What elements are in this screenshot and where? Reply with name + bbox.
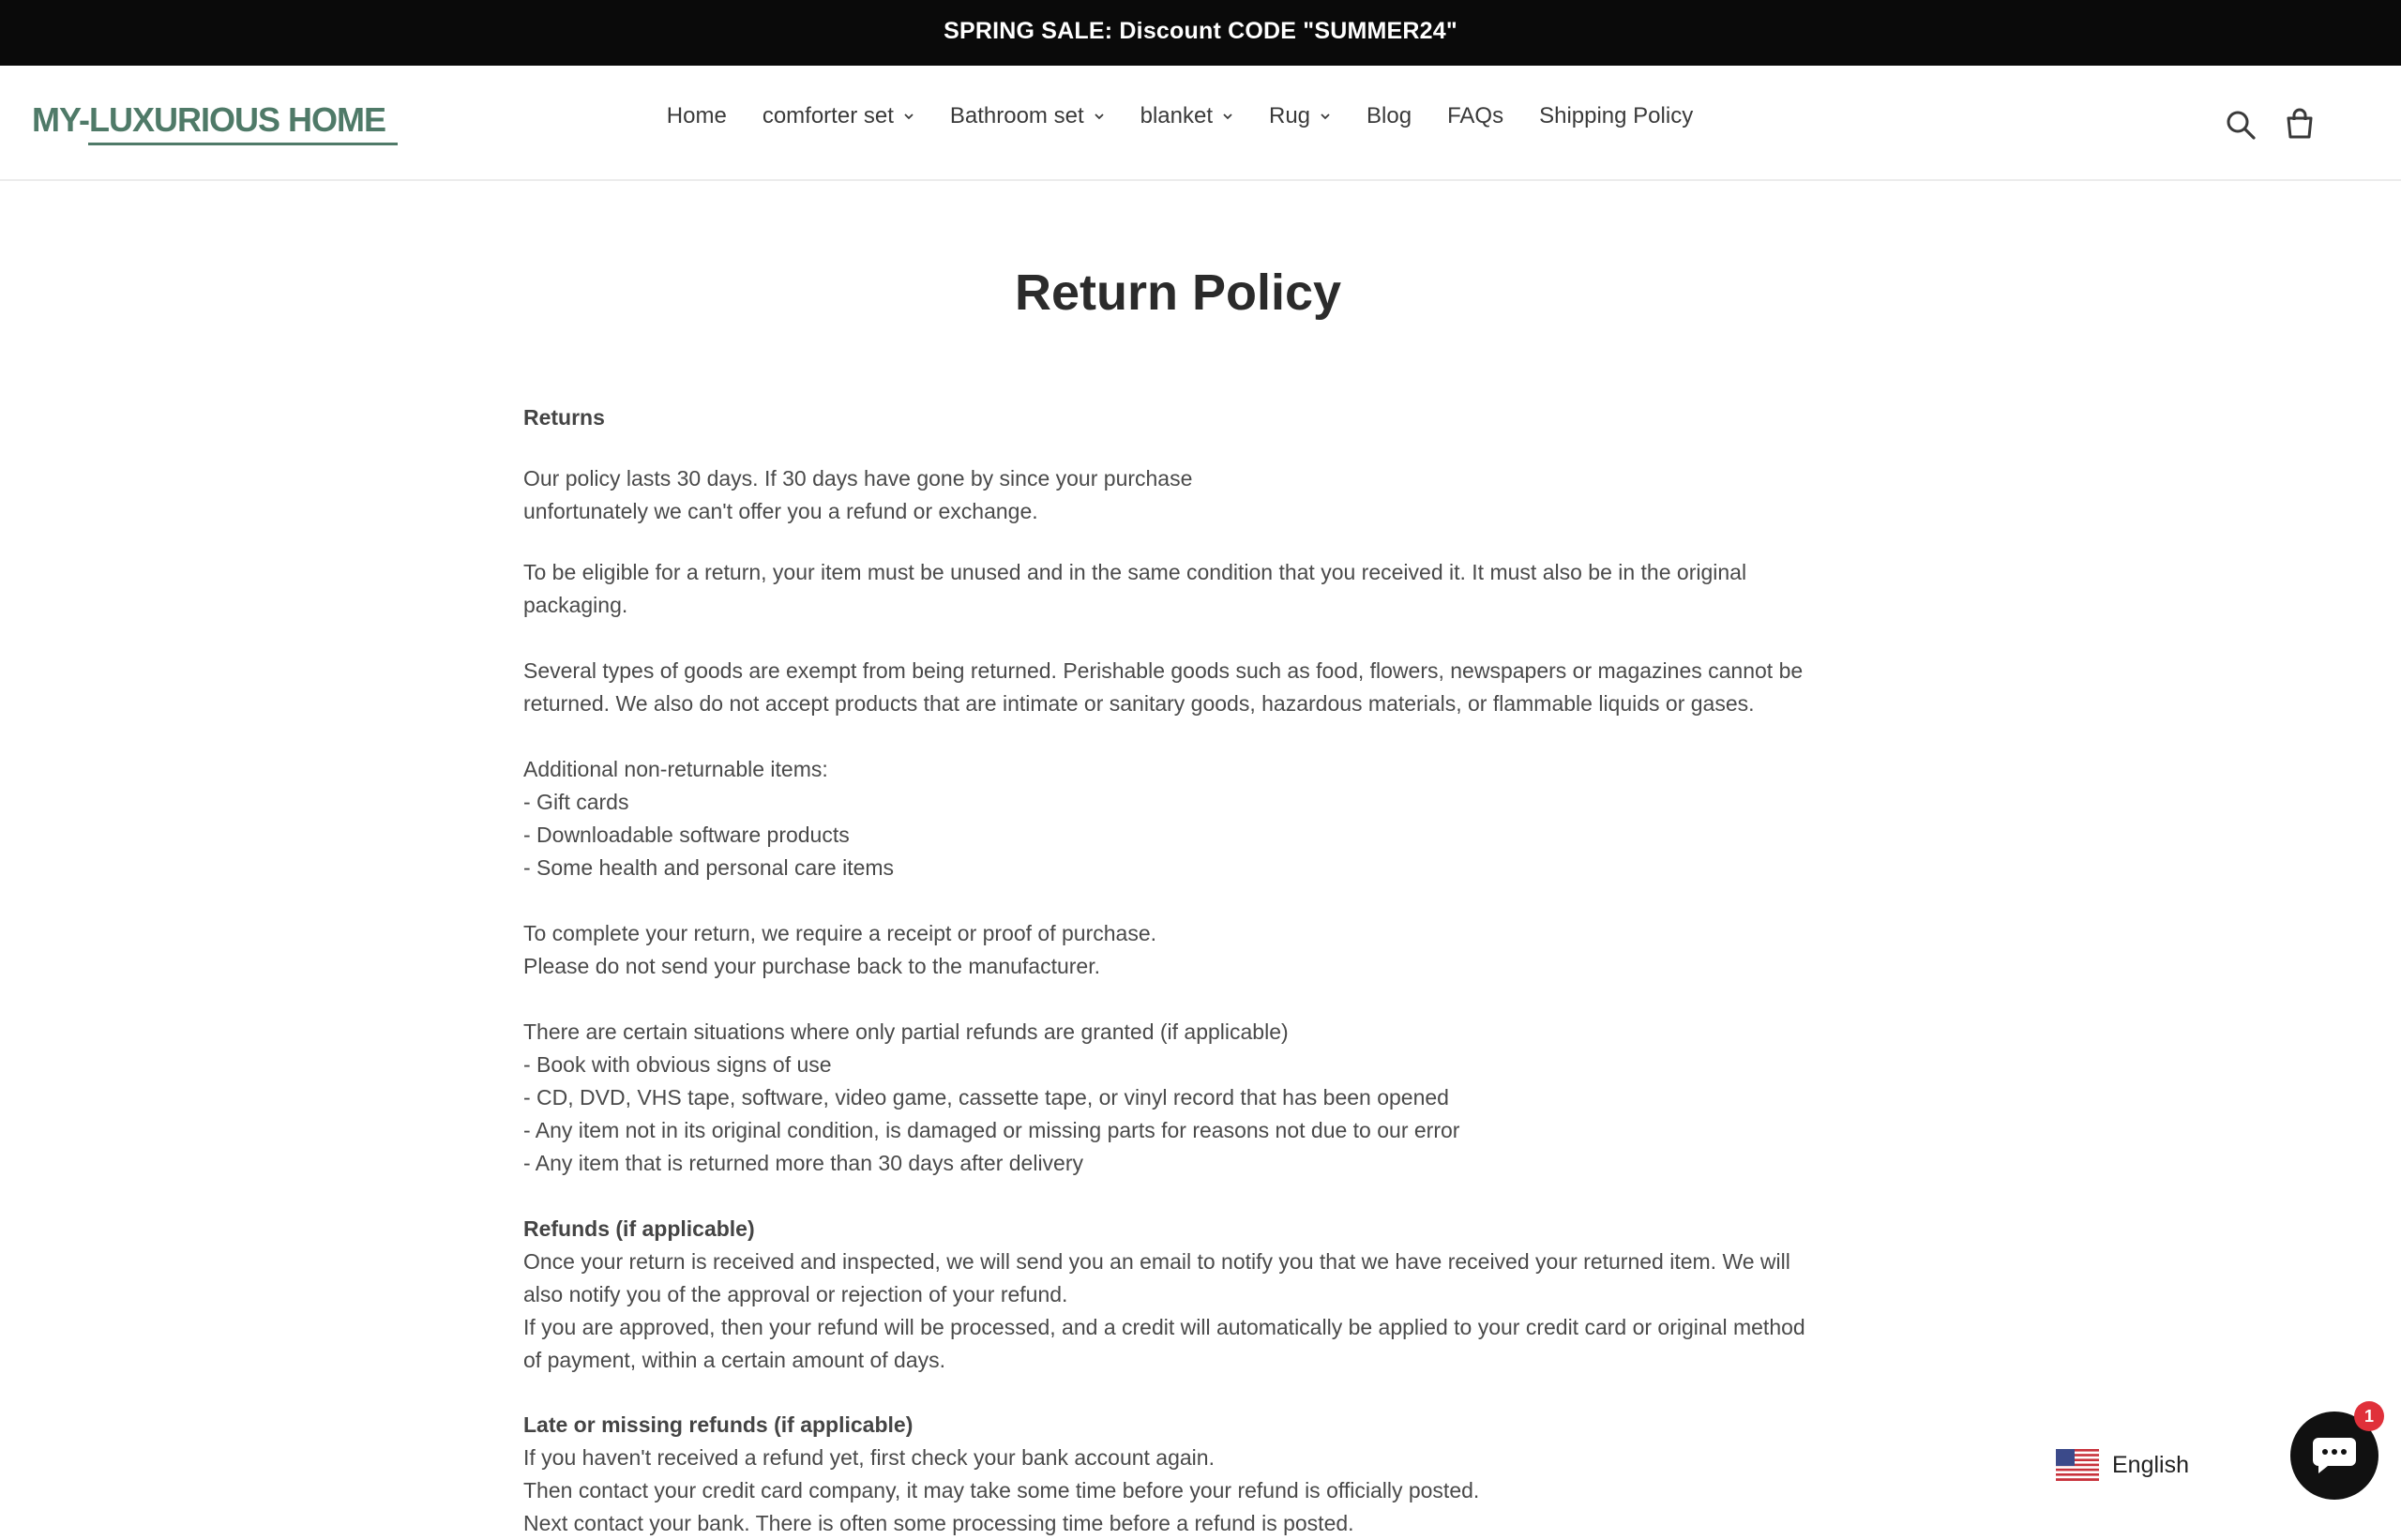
text-line: Our policy lasts 30 days. If 30 days have gone by since your purchase <box>523 466 1193 491</box>
nav-item-blanket[interactable] <box>1123 103 1251 129</box>
paragraph-receipt <box>523 917 1818 983</box>
text-line: Please do not send your purchase back to the manufacturer. <box>523 954 1100 978</box>
paragraph-non-returnable <box>523 753 1818 884</box>
paragraph-refunds <box>523 1213 1818 1377</box>
text-line: Several types of goods are exempt from being returned. Perishable goods such as food, flowers, newspapers or magazines cannot be <box>523 658 1804 683</box>
nav-label: Shipping Policy <box>1539 102 1694 128</box>
paragraph-late-refunds <box>523 1409 1818 1540</box>
paragraph-eligibility <box>523 556 1818 622</box>
text-line: If you haven't received a refund yet, first check your bank account again. <box>523 1445 1215 1470</box>
list-item: - Downloadable software products <box>523 823 850 847</box>
us-flag-icon <box>2056 1449 2099 1481</box>
text-line: Additional non-returnable items: <box>523 757 828 781</box>
search-icon[interactable] <box>2225 109 2257 141</box>
text-line: unfortunately we can't offer you a refund or exchange. <box>523 499 1038 523</box>
chevron-down-icon <box>1094 111 1105 122</box>
list-item: - Gift cards <box>523 790 629 814</box>
nav-item-blog[interactable] <box>1349 103 1429 129</box>
nav-item-home[interactable] <box>649 103 745 129</box>
list-item: - Any item not in its original condition, is damaged or missing parts for reasons not due to our error <box>523 1118 1460 1142</box>
text-line: There are certain situations where only partial refunds are granted (if applicable) <box>523 1019 1289 1044</box>
list-item: - Any item that is returned more than 30 days after delivery <box>523 1151 1084 1175</box>
chevron-down-icon <box>903 111 914 122</box>
returns-heading: Returns <box>523 405 605 430</box>
nav-item-rug[interactable] <box>1251 103 1349 129</box>
logo-text: MY-LUXURIOUS HOME <box>32 100 386 139</box>
text-line: If you are approved, then your refund will be processed, and a credit will automatically be applied to your credit card or original method <box>523 1315 1805 1339</box>
list-item: - Book with obvious signs of use <box>523 1052 832 1077</box>
text-line: returned. We also do not accept products that are intimate or sanitary goods, hazardous materials, or flammable liquids or gases. <box>523 691 1755 716</box>
announcement-text: SPRING SALE: Discount CODE "SUMMER24" <box>944 17 1457 44</box>
text-line: To complete your return, we require a receipt or proof of purchase. <box>523 921 1157 945</box>
text-line: Once your return is received and inspected, we will send you an email to notify you that we have received your returned item. We will <box>523 1249 1790 1274</box>
text-line: also notify you of the approval or rejection of your refund. <box>523 1282 1068 1306</box>
language-selector[interactable] <box>2056 1444 2189 1486</box>
page-title: Return Policy <box>1014 264 1342 321</box>
nav-item-bathroom-set[interactable] <box>932 103 1123 129</box>
text-line: Then contact your credit card company, it may take some time before your refund is officially posted. <box>523 1478 1480 1502</box>
cart-icon[interactable] <box>2283 107 2317 141</box>
language-label: English <box>2112 1451 2189 1478</box>
chevron-down-icon <box>1320 111 1331 122</box>
nav-item-shipping-policy[interactable] <box>1521 103 1711 129</box>
chevron-down-icon <box>1222 111 1233 122</box>
nav-item-faqs[interactable] <box>1429 103 1521 129</box>
nav-label: Home <box>666 102 727 128</box>
late-refunds-heading: Late or missing refunds (if applicable) <box>523 1412 914 1437</box>
nav-label: Bathroom set <box>949 102 1084 128</box>
text-line: of payment, within a certain amount of days. <box>523 1348 946 1372</box>
text-line: Next contact your bank. There is often some processing time before a refund is posted. <box>523 1511 1354 1535</box>
nav-label: comforter set <box>762 102 894 128</box>
paragraph-exempt-goods <box>523 655 1818 720</box>
list-item: - CD, DVD, VHS tape, software, video game, cassette tape, or vinyl record that has been opened <box>523 1085 1449 1110</box>
nav-label: Rug <box>1269 102 1311 128</box>
list-item: - Some health and personal care items <box>523 855 895 880</box>
nav-label: blanket <box>1140 102 1213 128</box>
chat-notification-badge: 1 <box>2354 1401 2384 1431</box>
nav-label: FAQs <box>1447 102 1504 128</box>
nav-label: Blog <box>1367 102 1412 128</box>
chat-icon <box>2311 1434 2358 1477</box>
refunds-heading: Refunds (if applicable) <box>523 1216 755 1241</box>
site-header <box>0 66 2401 181</box>
nav-item-comforter-set[interactable] <box>745 103 932 129</box>
paragraph-policy-duration <box>523 462 1818 528</box>
text-line: packaging. <box>523 593 628 617</box>
text-line: To be eligible for a return, your item must be unused and in the same condition that you received it. It must also be in the original <box>523 560 1747 584</box>
site-logo[interactable] <box>32 100 386 148</box>
logo-underline <box>88 143 398 145</box>
announcement-bar <box>0 0 2401 66</box>
paragraph-partial-refunds <box>523 1016 1818 1180</box>
